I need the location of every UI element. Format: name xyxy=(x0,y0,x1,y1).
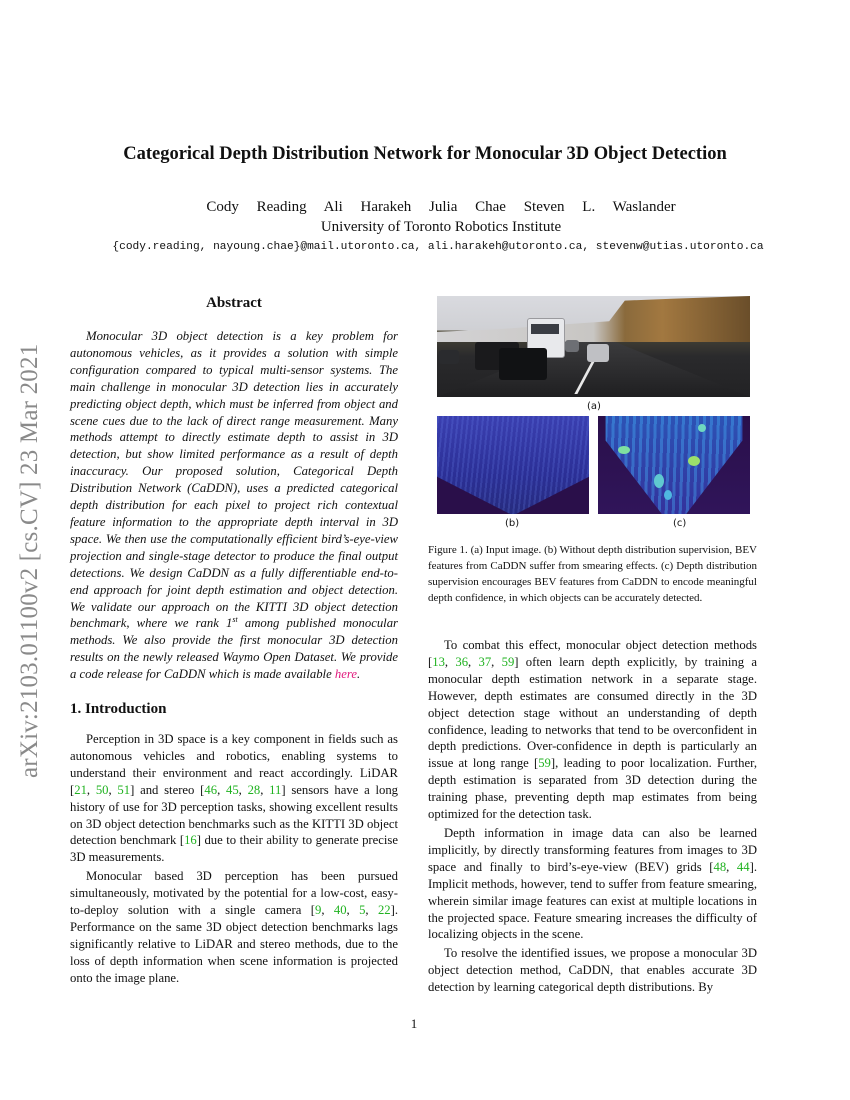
bev-object-highlight xyxy=(618,446,630,454)
author-name: Julia Chae xyxy=(429,199,506,215)
citation-link[interactable]: 11 xyxy=(269,782,282,797)
arxiv-stamp: arXiv:2103.01100v2 [cs.CV] 23 Mar 2021 xyxy=(16,343,43,778)
citation-link[interactable]: 59 xyxy=(501,654,515,669)
bev-depth-fan xyxy=(598,416,750,514)
author-name: Ali Harakeh xyxy=(323,199,412,215)
page-number: 1 xyxy=(410,1016,418,1031)
abstract-heading: Abstract xyxy=(206,295,262,311)
treeline xyxy=(437,296,750,342)
citation-link[interactable]: 40 xyxy=(333,903,347,918)
car xyxy=(587,344,609,362)
bev-object-highlight xyxy=(698,424,706,432)
figure-input-image xyxy=(437,296,750,397)
section-heading-introduction: 1. Introduction xyxy=(70,701,167,718)
citation-link[interactable]: 28 xyxy=(247,782,261,797)
figure-subpanel-label: (a) xyxy=(587,401,601,412)
body-paragraph: To resolve the identified issues, we propose a monocular 3D object detection method, CaDDN, that enables accurate 3D detection by learning categorical depth distributions. By xyxy=(428,946,757,995)
citation-link[interactable]: 46 xyxy=(204,782,218,797)
bev-object-highlight xyxy=(664,490,672,500)
paper-title: Categorical Depth Distribution Network for Monocular 3D Object Detection xyxy=(123,144,727,164)
citation-link[interactable]: 36 xyxy=(455,654,469,669)
citation-link[interactable]: 21 xyxy=(74,782,87,797)
intro-paragraph: Perception in 3D space is a key component in fields such as autonomous vehicles and robotics, enabling systems to understand their environment and react accordingly. LiDAR [21, 50, 51] and stereo [46, 45, 28, 11] sensors have a long history of use for 3D perception tasks, showing excellent results on 3D object detection benchmarks such as the KITTI 3D object detection benchmark [16] due to their ability to generate precise 3D measurements. xyxy=(70,732,399,865)
bev-object-highlight xyxy=(688,456,700,466)
author-name: Cody Reading xyxy=(206,199,307,215)
intro-paragraph: Monocular based 3D perception has been pursued simultaneously, motivated by the potential for a low-cost, easy-to-deploy solution with a single camera [9, 40, 5, 22]. Performance on the same 3D object detection benchmarks lags significantly relative to LiDAR and stereo methods, due to the loss of depth information when scene information is projected onto the image plane. xyxy=(70,869,399,985)
figure-caption: Figure 1. (a) Input image. (b) Without depth distribution supervision, BEV features from CaDDN suffer from smearing effects. (c) Depth distribution supervision encourages BEV features from CaDDN to encode meaningful depth confidence, in which objects can be accurately detected. xyxy=(428,544,757,604)
code-release-link[interactable]: here xyxy=(334,667,357,682)
author-list xyxy=(0,199,850,216)
citation-link[interactable]: 45 xyxy=(225,782,239,797)
citation-link[interactable]: 37 xyxy=(478,654,492,669)
car xyxy=(499,348,547,380)
affiliation: University of Toronto Robotics Institute xyxy=(320,219,562,235)
figure-bev-without-depth xyxy=(437,416,589,514)
figure-subpanel-label: (c) xyxy=(673,518,687,529)
citation-link[interactable]: 51 xyxy=(117,782,131,797)
abstract-text: Monocular 3D object detection is a key problem for autonomous vehicles, as it provides a solution with simple configuration compared to typical multi-sensor systems. The main challenge in monocular 3D detection lies in accurately predicting object depth, which must be inferred from object and scene cues due to the lack of direct range measurement. Many methods attempt to directly estimate depth to assist in 3D detection, but show limited performance as a result of depth inaccuracy. Our proposed solution, Categorical Depth Distribution Network (CaDDN), uses a predicted categorical depth distribution for each pixel to project rich contextual feature information to the appropriate depth interval in 3D space. We then use the computationally efficient bird’s-eye-view projection and single-stage detector to produce the final output detections. We design CaDDN as a fully differentiable end-to-end approach for joint depth estimation and object detection. We validate our approach on the KITTI 3D object detection benchmark, where we rank 1st among published monocular methods. We also provide the first monocular 3D detection results on the newly released Waymo Open Dataset. We provide a code release for CaDDN which is made available here. xyxy=(70,329,398,682)
citation-link[interactable]: 50 xyxy=(95,782,109,797)
citation-link[interactable]: 44 xyxy=(736,859,750,874)
author-name: Steven L. Waslander xyxy=(523,199,676,215)
figure-subpanel-label: (b) xyxy=(505,518,520,529)
left-column xyxy=(70,293,398,987)
citation-link[interactable]: 5 xyxy=(359,903,366,918)
car xyxy=(439,350,459,364)
body-paragraph: To combat this effect, monocular object detection methods [13, 36, 37, 59] often learn depth explicitly, by training a monocular depth estimation network in a separate stage. However, depth estimates are consumed directly in the 3D object detection stage without an understanding of depth confidence, leading to networks that tend to be overconfident in depth predictions. Over-confidence in depth is particularly an issue at long range [59], leading to poor localization. Further, depth estimation is separated from 3D detection during the training phase, preventing depth map estimates from being optimized for the detection task. xyxy=(428,638,758,822)
citation-link[interactable]: 16 xyxy=(184,833,197,848)
citation-link[interactable]: 13 xyxy=(432,654,445,669)
car xyxy=(565,340,579,352)
citation-link[interactable]: 59 xyxy=(538,756,551,771)
body-paragraph: Depth information in image data can also be learned implicitly, by directly transforming features from images to 3D space and finally to bird’s-eye-view (BEV) grids [48, 44]. Implicit methods, however, tend to suffer from feature smearing, wherein similar image features can exist at multiple locations in the projected space. Feature smearing increases the difficulty of localizing objects in the scene. xyxy=(428,825,758,942)
citation-link[interactable]: 48 xyxy=(713,859,727,874)
citation-link[interactable]: 9 xyxy=(314,903,322,918)
right-column xyxy=(428,637,757,996)
author-emails: {cody.reading, nayoung.chae}@mail.utoronto.ca, ali.harakeh@utoronto.ca, stevenw@utias.utoronto.ca xyxy=(112,241,764,253)
citation-link[interactable]: 22 xyxy=(377,903,391,918)
figure-bev-with-depth xyxy=(598,416,750,514)
bev-object-highlight xyxy=(654,474,664,488)
bus-window xyxy=(531,324,559,334)
